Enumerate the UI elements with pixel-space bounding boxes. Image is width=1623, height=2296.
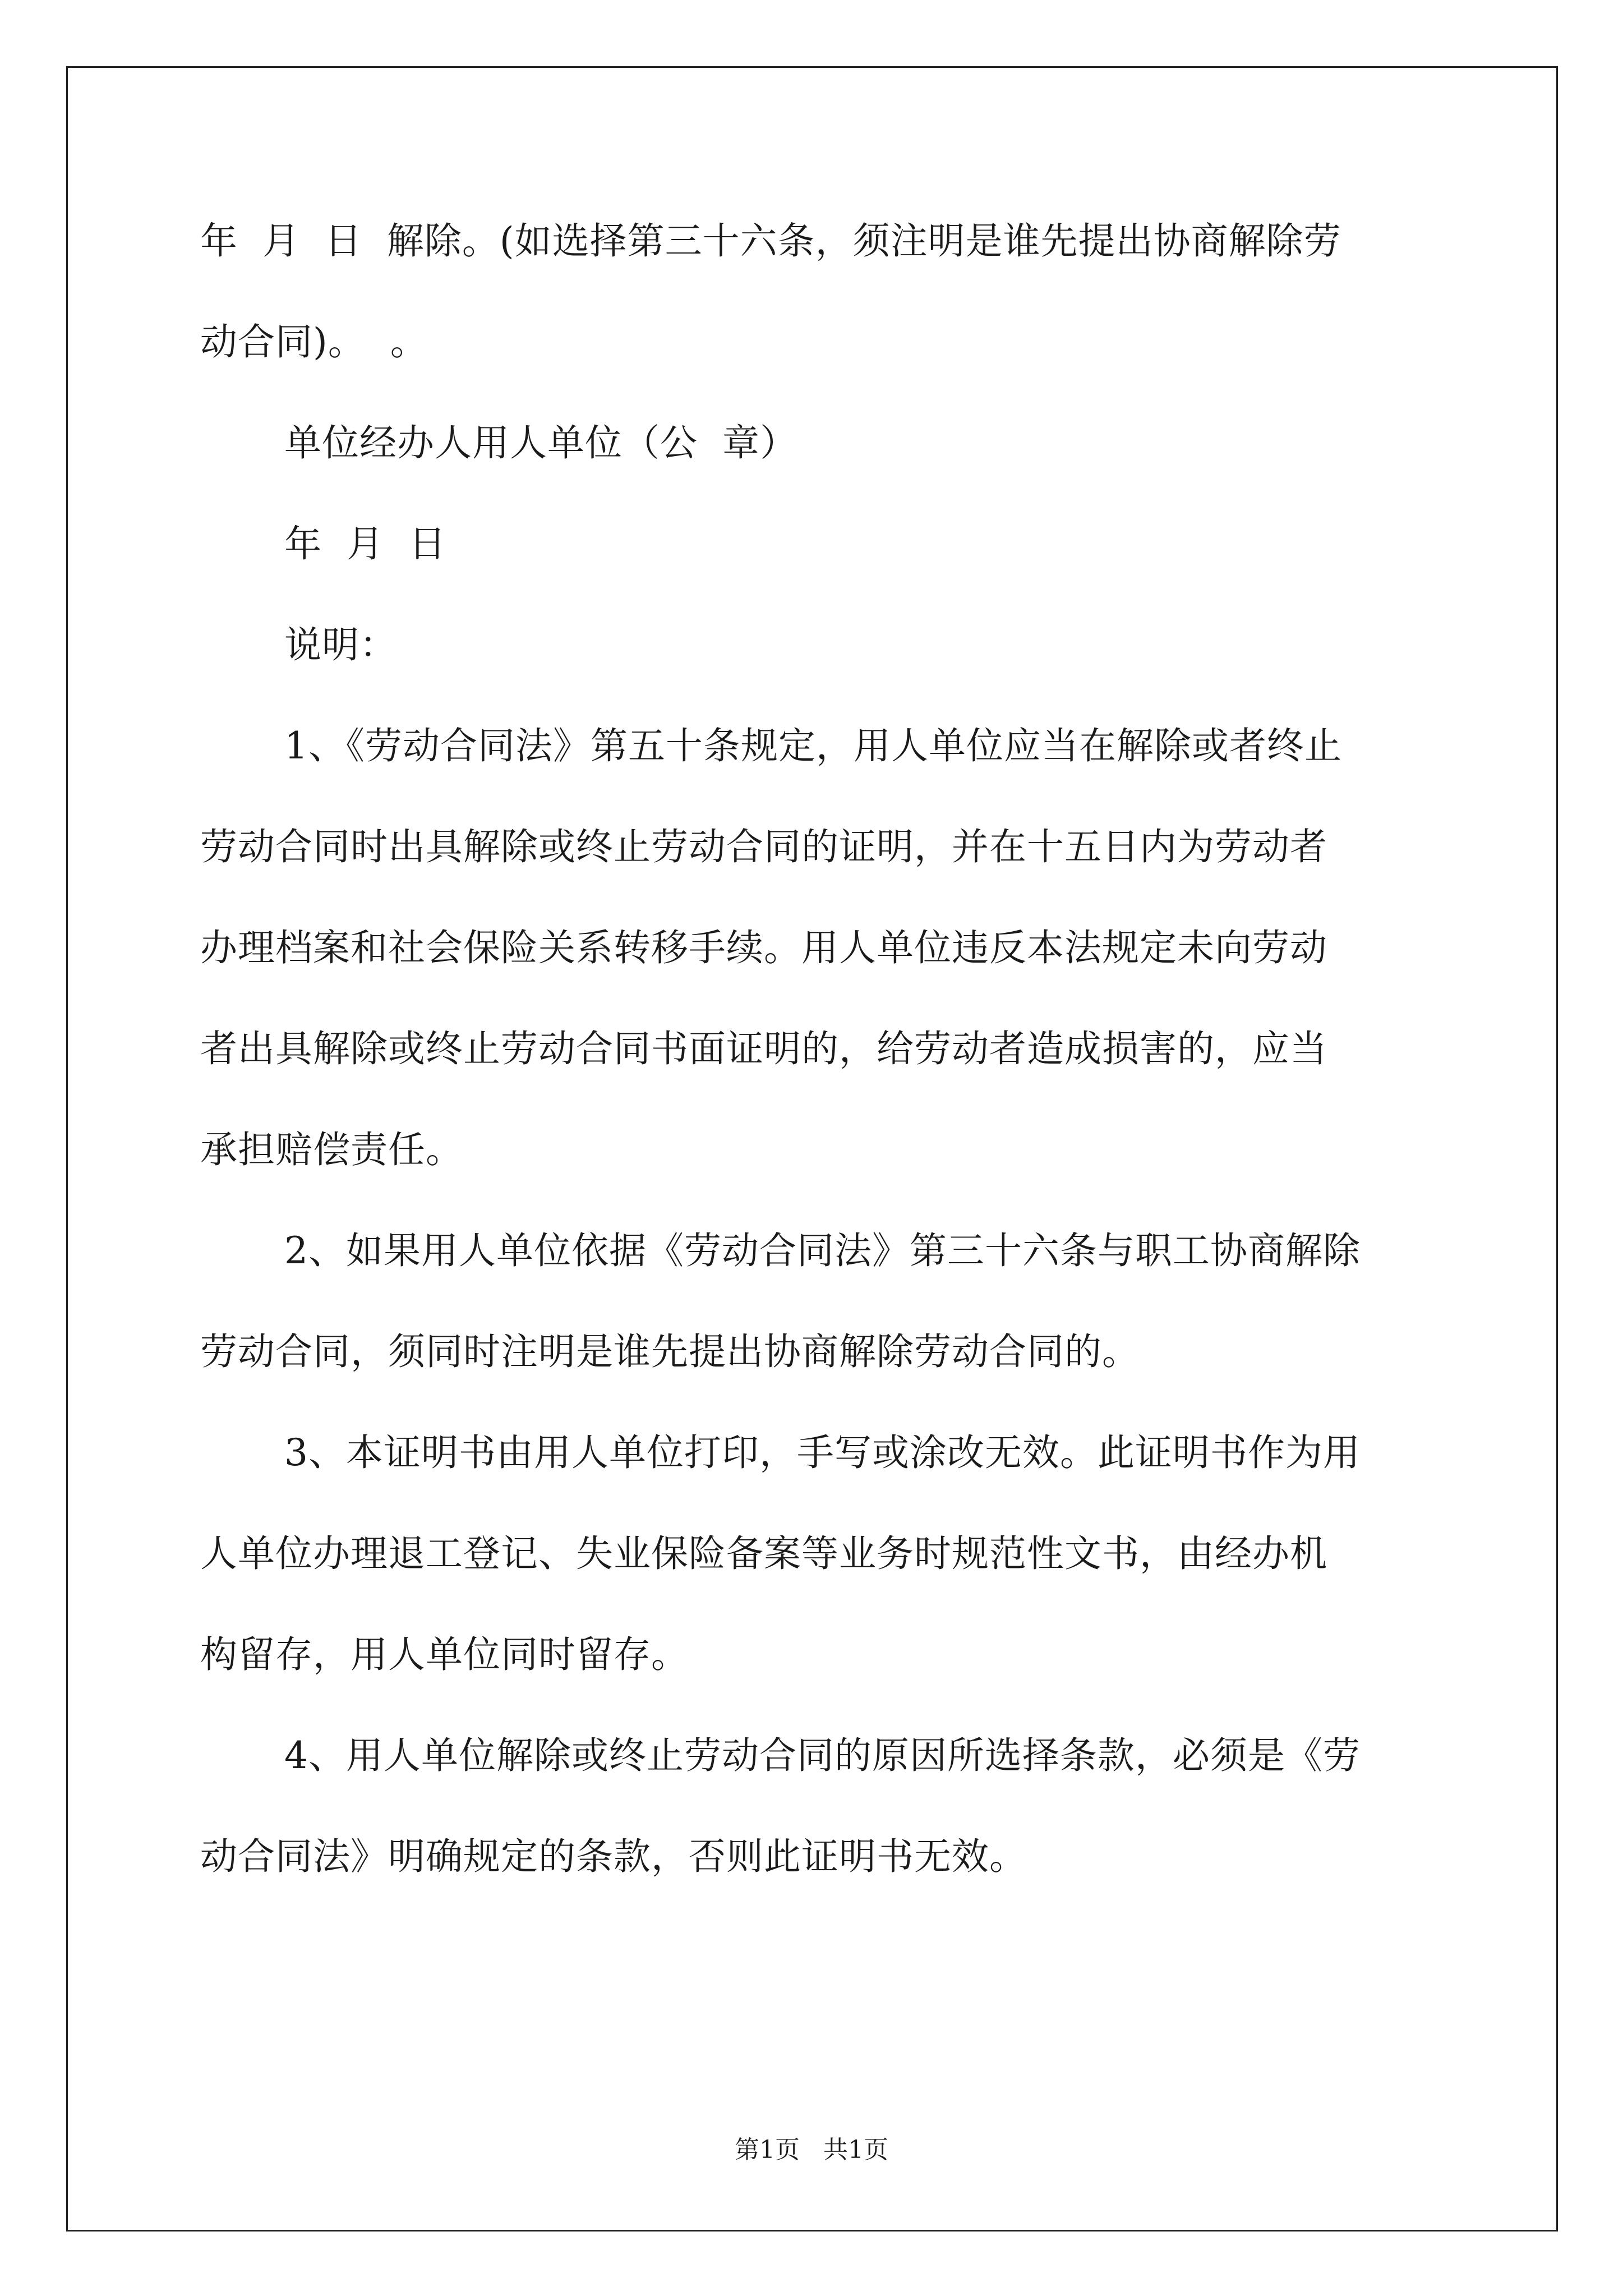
- note-1-line: 1、《劳动合同法》第五十条规定，用人单位应当在解除或者终止: [284, 724, 1342, 767]
- signature-line: 单位经办人用人单位（公 章）: [284, 421, 797, 464]
- note-1-line: 者出具解除或终止劳动合同书面证明的，给劳动者造成损害的，应当: [200, 1027, 1327, 1070]
- note-1-line: 承担赔偿责任。: [200, 1128, 463, 1171]
- note-1-line: 办理档案和社会保险关系转移手续。用人单位违反本法规定未向劳动: [200, 926, 1327, 969]
- date-line: 年 月 日: [284, 522, 446, 565]
- page-number: 第1页 共1页: [735, 2136, 888, 2164]
- note-3-line: 3、本证明书由用人单位打印，手写或涂改无效。此证明书作为用: [284, 1431, 1361, 1474]
- note-4-line: 4、用人单位解除或终止劳动合同的原因所选择条款，必须是《劳: [284, 1734, 1361, 1777]
- note-3-line: 人单位办理退工登记、失业保险备案等业务时规范性文书，由经办机: [200, 1532, 1327, 1575]
- note-3-line: 构留存，用人单位同时留存。: [200, 1633, 689, 1676]
- notes-heading: 说明：: [284, 623, 397, 666]
- note-4-line: 动合同法》明确规定的条款，否则此证明书无效。: [200, 1835, 1027, 1878]
- note-2-line: 劳动合同，须同时注明是谁先提出协商解除劳动合同的。: [200, 1330, 1140, 1373]
- text-line: 年 月 日 解除。(如选择第三十六条，须注明是谁先提出协商解除劳: [200, 219, 1341, 263]
- note-2-line: 2、如果用人单位依据《劳动合同法》第三十六条与职工协商解除: [284, 1229, 1361, 1272]
- note-1-line: 劳动合同时出具解除或终止劳动合同的证明，并在十五日内为劳动者: [200, 825, 1327, 868]
- text-line: 动合同)。 。: [200, 320, 428, 364]
- document-body: [200, 213, 1423, 1930]
